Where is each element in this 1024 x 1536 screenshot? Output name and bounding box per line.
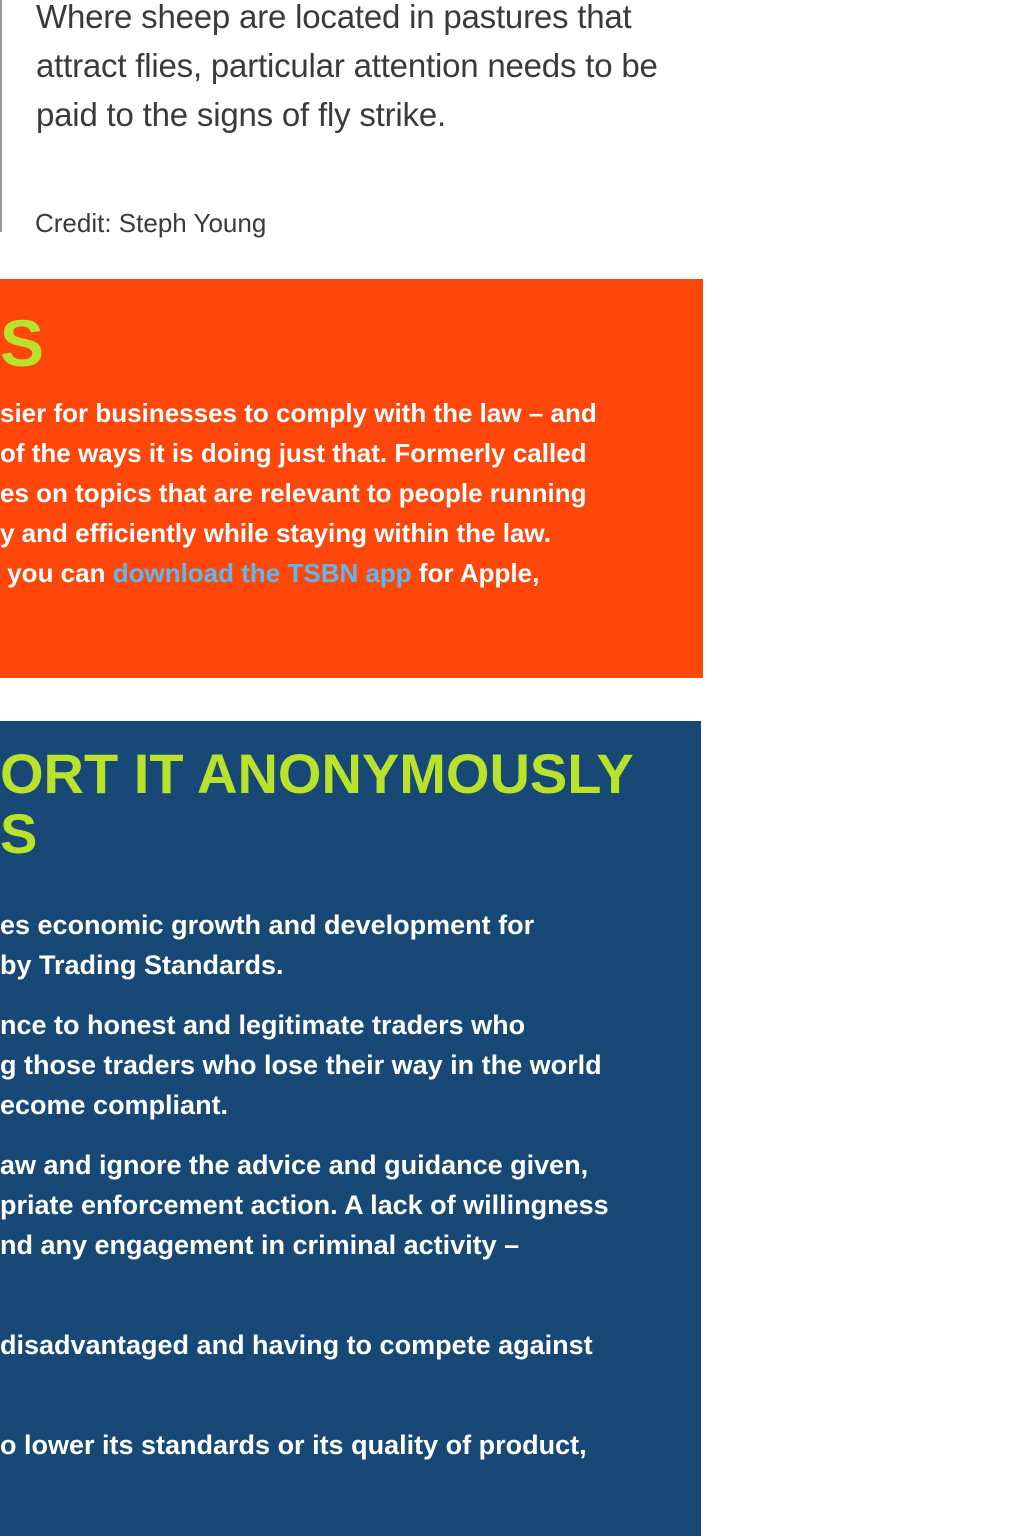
pull-quote-line: paid to the signs of fly strike. xyxy=(36,96,446,133)
report-text-line: nce to honest and legitimate traders who xyxy=(0,1010,526,1040)
callout-text-line: es on topics that are relevant to people running xyxy=(0,478,587,508)
quote-rule xyxy=(0,0,2,232)
report-text-line: es economic growth and development for xyxy=(0,910,535,940)
report-heading-line: S xyxy=(0,802,38,865)
callout-text-line: sier for businesses to comply with the law – and xyxy=(0,398,597,428)
pull-quote-line: attract flies, particular attention needs to be xyxy=(36,47,658,84)
report-text-line: by Trading Standards. xyxy=(0,950,284,980)
pull-quote-line: Where sheep are located in pastures that xyxy=(36,0,632,35)
report-text-line: g those traders who lose their way in the world xyxy=(0,1050,602,1080)
download-tsbn-app-link[interactable]: download the TSBN app xyxy=(112,558,412,588)
callout-heading: S xyxy=(0,306,45,380)
report-text-line: nd any engagement in criminal activity – xyxy=(0,1230,520,1260)
report-text-line: disadvantaged and having to compete against xyxy=(0,1330,593,1360)
callout-text-fragment: you can xyxy=(0,558,113,588)
report-anonymously-box xyxy=(0,721,701,1536)
callout-text-line: y and efficiently while staying within the law. xyxy=(0,518,551,548)
report-text-line: aw and ignore the advice and guidance given, xyxy=(0,1150,589,1180)
photo-credit: Credit: Steph Young xyxy=(35,208,267,238)
callout-text-line xyxy=(0,553,539,593)
report-heading-line: ORT IT ANONYMOUSLY xyxy=(0,742,634,805)
report-text-line: o lower its standards or its quality of product, xyxy=(0,1430,587,1460)
callout-text-line: of the ways it is doing just that. Formerly called xyxy=(0,438,587,468)
pull-quote xyxy=(36,0,716,139)
report-text-line: priate enforcement action. A lack of willingness xyxy=(0,1190,609,1220)
tsbn-callout-box xyxy=(0,279,703,678)
callout-text-fragment: for Apple, xyxy=(411,558,540,588)
report-text-line: ecome compliant. xyxy=(0,1090,229,1120)
